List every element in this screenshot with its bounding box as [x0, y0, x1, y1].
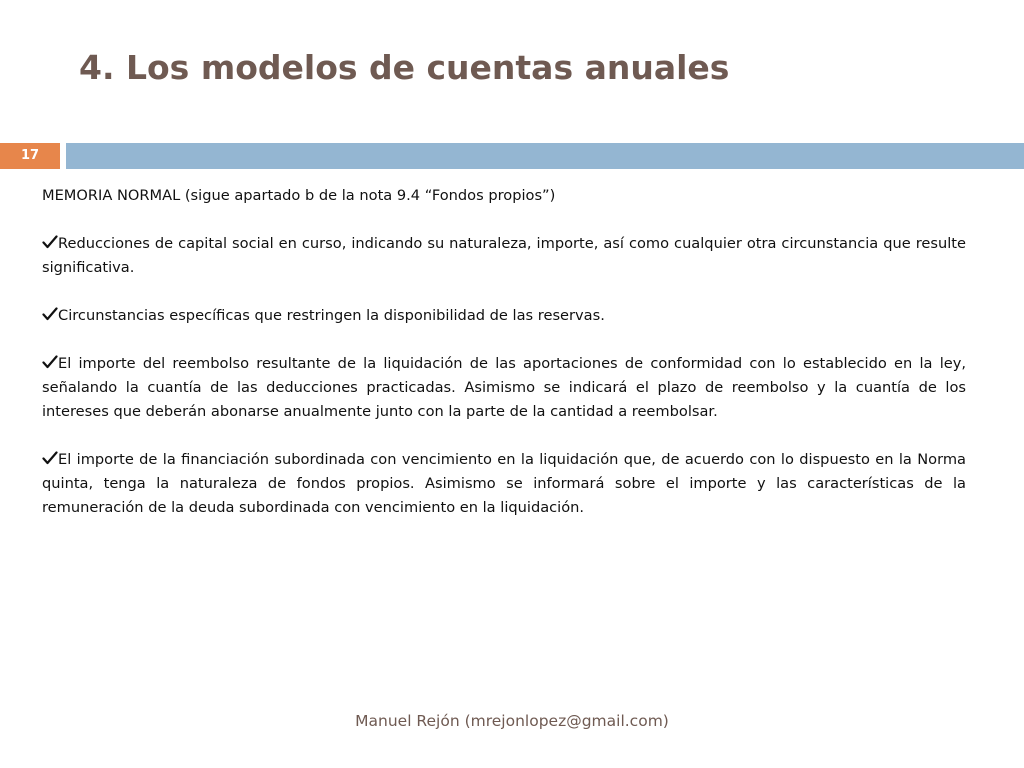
- check-mark-icon: [42, 451, 58, 465]
- bullet-text: Reducciones de capital social en curso, indicando su naturaleza, importe, así como cualquier otra circunstancia que resulte significativa.: [42, 235, 966, 276]
- bullet-text: El importe del reembolso resultante de la liquidación de las aportaciones de conformidad con lo establecido en la ley, señalando la cuantía de las deducciones practicadas. Asimismo se indicará el plazo de reembolso y la cuantía de los intereses que deberán abonarse anualmente junto con la parte de la cantidad a reembolsar.: [42, 355, 966, 420]
- bullet-text: Circunstancias específicas que restringen la disponibilidad de las reservas.: [58, 307, 605, 324]
- footer-author: Manuel Rejón (mrejonlopez@gmail.com): [355, 712, 669, 730]
- slide-body: [42, 184, 966, 544]
- bullet-item: [42, 304, 966, 328]
- bullet-item: [42, 352, 966, 424]
- bullet-text: El importe de la financiación subordinada con vencimiento en la liquidación que, de acuerdo con lo dispuesto en la Norma quinta, tenga la naturaleza de fondos propios. Asimismo se informará sobre el importe y las características de la remuneración de la deuda subordinada con vencimiento en la liquidación.: [42, 451, 966, 516]
- check-mark-icon: [42, 355, 58, 369]
- check-mark-icon: [42, 307, 58, 321]
- header-band: [66, 143, 1024, 169]
- intro-text: MEMORIA NORMAL (sigue apartado b de la nota 9.4 “Fondos propios”): [42, 187, 556, 204]
- slide-title: 4. Los modelos de cuentas anuales: [79, 48, 730, 87]
- check-mark-icon: [42, 235, 58, 249]
- slide-number-badge: 17: [0, 143, 60, 169]
- bullet-item: [42, 232, 966, 280]
- bullet-item: [42, 448, 966, 520]
